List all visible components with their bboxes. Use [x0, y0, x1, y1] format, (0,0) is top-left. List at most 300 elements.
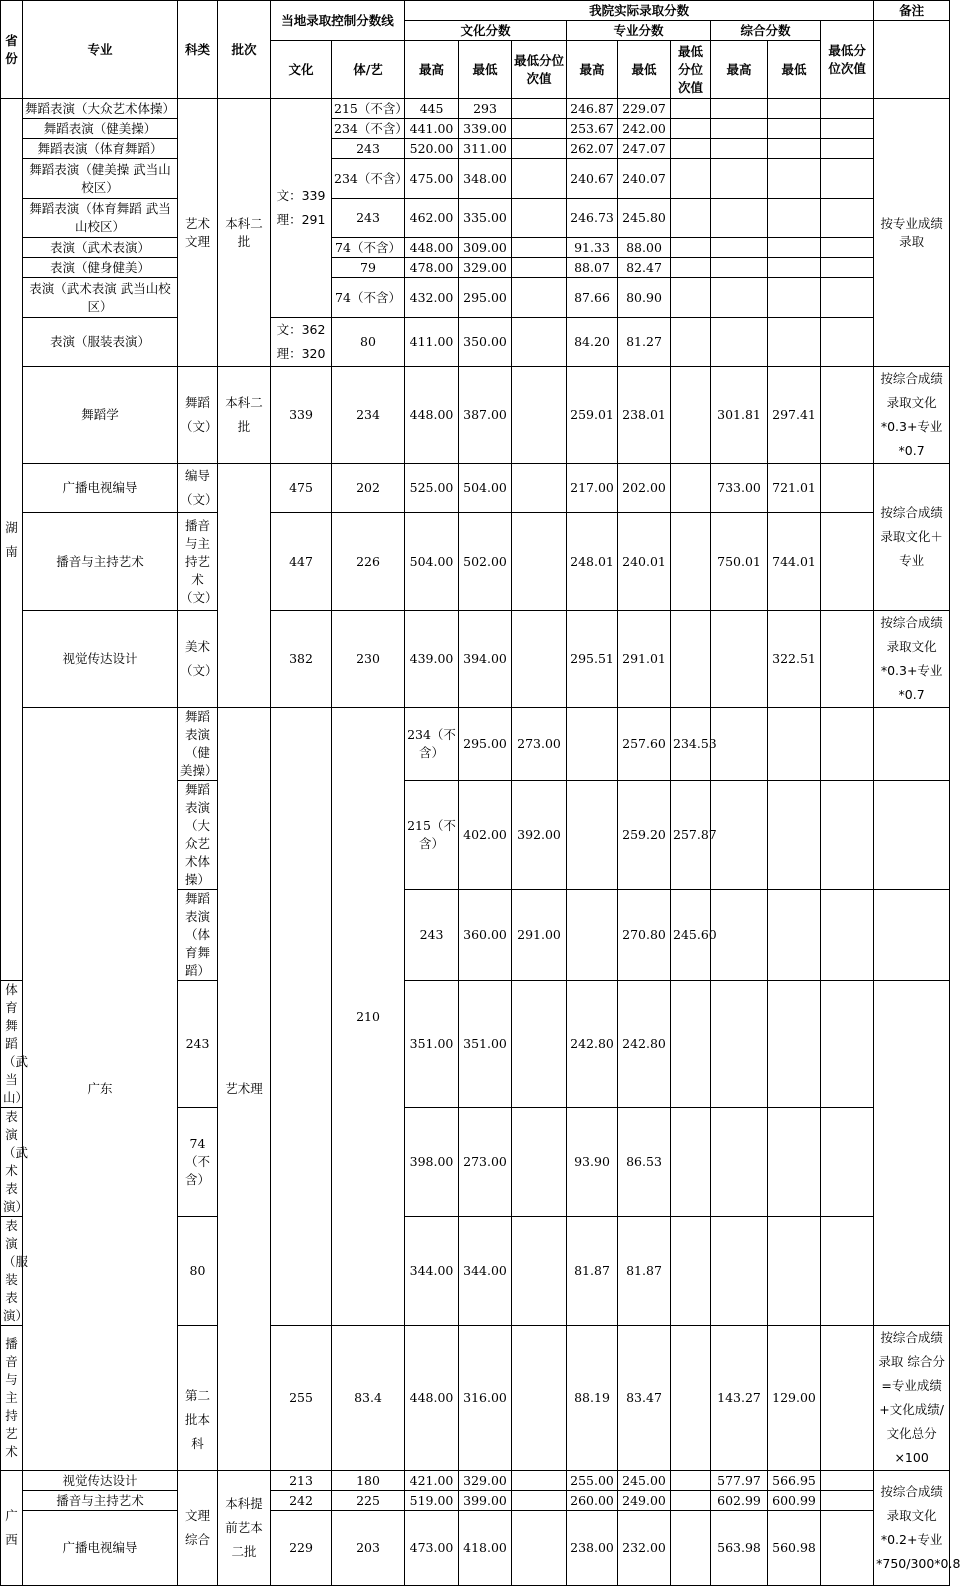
- major-max-cell: 295.51: [567, 611, 618, 708]
- category-cell: 播音与主持艺术（文）: [178, 513, 218, 611]
- table-row: [1, 367, 950, 464]
- culture-min-cell: 273.00: [512, 708, 567, 781]
- major-rank-cell: [671, 199, 711, 238]
- composite-max-cell: [711, 159, 768, 199]
- major-rank-cell: [671, 1491, 711, 1511]
- major-min-cell: 291.01: [618, 611, 671, 708]
- header-major-min: 最低: [618, 41, 671, 99]
- culture-max-cell: 462.00: [405, 199, 459, 238]
- major-rank-cell: [671, 1108, 711, 1217]
- culture-rank-cell: [512, 159, 567, 199]
- table-row: [1, 464, 950, 513]
- major-rank-cell: [671, 258, 711, 278]
- major-min-cell: 232.00: [618, 1511, 671, 1586]
- table-row: [1, 159, 950, 199]
- category-cell: 文理综合: [178, 1471, 218, 1586]
- major-rank-cell: [671, 611, 711, 708]
- major-min-cell: 82.47: [618, 258, 671, 278]
- culture-max-cell: 432.00: [405, 278, 459, 318]
- table-row: [1, 119, 950, 139]
- control-art-cell: 230: [332, 611, 405, 708]
- major-min-cell: 240.07: [618, 159, 671, 199]
- composite-min-cell: [821, 890, 874, 981]
- culture-min-cell: 392.00: [512, 781, 567, 890]
- composite-min-cell: 600.99: [768, 1491, 821, 1511]
- culture-rank-cell: [567, 708, 618, 781]
- category-cell: 艺术理: [218, 708, 271, 1471]
- composite-max-cell: [711, 199, 768, 238]
- province-guangdong: 广东: [23, 708, 178, 1471]
- culture-max-cell: 411.00: [405, 318, 459, 367]
- major-min-cell: 242.00: [618, 119, 671, 139]
- culture-max-cell: 473.00: [405, 1511, 459, 1586]
- composite-max-cell: [711, 318, 768, 367]
- culture-max-cell: 525.00: [405, 464, 459, 513]
- major-rank-cell: [671, 464, 711, 513]
- major-min-cell: 242.80: [618, 981, 671, 1108]
- culture-rank-cell: [512, 1471, 567, 1491]
- batch-cell: [218, 464, 271, 708]
- composite-rank-cell: [821, 1326, 874, 1471]
- header-remark: 备注: [874, 1, 950, 21]
- header-culture-min: 最低: [459, 41, 512, 99]
- batch-cell: 本科提前艺本二批: [218, 1471, 271, 1586]
- composite-rank-cell: [821, 278, 874, 318]
- remark-cell: 按专业成绩录取: [874, 99, 950, 367]
- major-cell: 播音与主持艺术: [23, 1491, 178, 1511]
- composite-max-cell: [711, 1108, 768, 1217]
- category-cell: 艺术文理: [178, 99, 218, 367]
- culture-min-cell: 316.00: [459, 1326, 512, 1471]
- major-cell: 表演（服装表演）: [1, 1217, 23, 1326]
- major-rank-cell: [671, 278, 711, 318]
- major-rank-cell: [671, 981, 711, 1108]
- composite-max-cell: [711, 1217, 768, 1326]
- major-cell: 广播电视编导: [23, 464, 178, 513]
- control-art-cell: 225: [332, 1491, 405, 1511]
- major-cell: 舞蹈表演（健美操）: [178, 708, 218, 781]
- table-row: [1, 278, 950, 318]
- major-min-cell: 257.87: [671, 781, 711, 890]
- composite-min-cell: 721.01: [768, 464, 821, 513]
- culture-rank-cell: [512, 1217, 567, 1326]
- composite-max-cell: [711, 238, 768, 258]
- culture-max-cell: 351.00: [405, 981, 459, 1108]
- major-max-cell: 87.66: [567, 278, 618, 318]
- major-min-cell: 247.07: [618, 139, 671, 159]
- table-row: [1, 708, 950, 781]
- culture-min-cell: 504.00: [459, 464, 512, 513]
- header-control-line: 当地录取控制分数线: [271, 1, 405, 41]
- major-max-cell: 259.20: [618, 781, 671, 890]
- major-max-cell: 253.67: [567, 119, 618, 139]
- major-cell: 舞蹈表演（体育舞蹈）: [23, 139, 178, 159]
- batch-cell: 本科二批: [218, 99, 271, 367]
- major-min-cell: 245.80: [618, 199, 671, 238]
- header-major: 专业: [23, 1, 178, 99]
- composite-rank-cell: [821, 367, 874, 464]
- major-cell: 播音与主持艺术: [1, 1326, 23, 1471]
- major-min-cell: 240.01: [618, 513, 671, 611]
- category-cell: 舞蹈（文）: [178, 367, 218, 464]
- composite-min-cell: [768, 981, 821, 1108]
- major-max-cell: 242.80: [567, 981, 618, 1108]
- control-art-cell: 234（不含）: [405, 708, 459, 781]
- composite-max-cell: [711, 119, 768, 139]
- composite-max-cell: 602.99: [711, 1491, 768, 1511]
- control-art-cell: 243: [405, 890, 459, 981]
- table-row: [1, 1511, 950, 1586]
- culture-rank-cell: [512, 258, 567, 278]
- culture-min-cell: 351.00: [459, 981, 512, 1108]
- composite-rank-cell: [821, 981, 874, 1108]
- culture-max-cell: 439.00: [405, 611, 459, 708]
- composite-max-cell: 750.01: [711, 513, 768, 611]
- composite-max-cell: [711, 258, 768, 278]
- major-cell: 视觉传达设计: [23, 1471, 178, 1491]
- composite-max-cell: [711, 139, 768, 159]
- composite-rank-cell: [821, 258, 874, 278]
- composite-max-cell: [711, 99, 768, 119]
- culture-min-cell: 293: [459, 99, 512, 119]
- composite-rank-cell: [821, 199, 874, 238]
- major-cell: 舞蹈表演（健美操 武当山校区）: [23, 159, 178, 199]
- composite-rank-cell: [821, 1471, 874, 1491]
- major-cell: 舞蹈表演（体育舞蹈）: [178, 890, 218, 981]
- major-max-cell: 88.07: [567, 258, 618, 278]
- header-composite-max: 最高: [711, 41, 768, 99]
- table-row: [1, 199, 950, 238]
- culture-min-cell: 348.00: [459, 159, 512, 199]
- major-rank-cell: [671, 1511, 711, 1586]
- major-max-cell: 240.67: [567, 159, 618, 199]
- composite-min-cell: [768, 119, 821, 139]
- control-culture-cell: 文：362理：320: [271, 318, 332, 367]
- composite-min-cell: [768, 139, 821, 159]
- major-rank-cell: [671, 159, 711, 199]
- province-hunan: 湖南: [1, 99, 23, 981]
- major-max-cell: 260.00: [567, 1491, 618, 1511]
- major-cell: 表演（武术表演）: [1, 1108, 23, 1217]
- major-cell: 舞蹈表演（大众艺术体操）: [23, 99, 178, 119]
- culture-max-cell: 344.00: [405, 1217, 459, 1326]
- batch-cell: [271, 708, 332, 1326]
- major-rank-cell: [671, 367, 711, 464]
- table-row: [1, 513, 950, 611]
- major-max-cell: 238.00: [567, 1511, 618, 1586]
- batch-cell: 第二批本科: [178, 1326, 218, 1471]
- composite-max-cell: [711, 611, 768, 708]
- control-art-cell: 243: [178, 981, 218, 1108]
- composite-min-cell: 297.41: [768, 367, 821, 464]
- culture-rank-cell: [512, 464, 567, 513]
- major-cell: 体育舞蹈（武当山）: [1, 981, 23, 1108]
- major-cell: 表演（武术表演）: [23, 238, 178, 258]
- composite-min-cell: 744.01: [768, 513, 821, 611]
- header-major-min-rank: 最低分位次值: [671, 41, 711, 99]
- control-culture-cell: 339: [271, 367, 332, 464]
- control-culture-cell: 382: [271, 611, 332, 708]
- major-max-cell: 93.90: [567, 1108, 618, 1217]
- composite-min-cell: [768, 238, 821, 258]
- culture-rank-cell: [512, 1491, 567, 1511]
- culture-rank-cell: [512, 119, 567, 139]
- composite-max-cell: 301.81: [711, 367, 768, 464]
- culture-rank-cell: [512, 99, 567, 119]
- table-row: [1, 611, 950, 708]
- remark-cell: 按综合成绩录取文化*0.3+专业*0.7: [874, 367, 950, 464]
- composite-max-cell: 563.98: [711, 1511, 768, 1586]
- culture-max-cell: 402.00: [459, 781, 512, 890]
- culture-max-cell: 421.00: [405, 1471, 459, 1491]
- composite-max-cell: [711, 981, 768, 1108]
- major-max-cell: 270.80: [618, 890, 671, 981]
- culture-min-cell: 399.00: [459, 1491, 512, 1511]
- composite-min-cell: [768, 278, 821, 318]
- table-row: [1, 258, 950, 278]
- culture-max-cell: 475.00: [405, 159, 459, 199]
- composite-rank-cell: [821, 318, 874, 367]
- control-art-cell: 234: [332, 367, 405, 464]
- control-culture-cell: 255: [271, 1326, 332, 1471]
- major-max-cell: 246.73: [567, 199, 618, 238]
- header-culture: 文化: [271, 41, 332, 99]
- batch-cell: 本科二批: [218, 367, 271, 464]
- major-max-cell: 255.00: [567, 1471, 618, 1491]
- culture-max-cell: 360.00: [459, 890, 512, 981]
- major-min-cell: 81.27: [618, 318, 671, 367]
- major-min-cell: 238.01: [618, 367, 671, 464]
- control-art-cell: 80: [332, 318, 405, 367]
- composite-min-cell: 129.00: [768, 1326, 821, 1471]
- composite-rank-cell: [821, 1217, 874, 1326]
- composite-rank-cell: [821, 1511, 874, 1586]
- composite-max-cell: [768, 708, 821, 781]
- major-min-cell: 245.60: [671, 890, 711, 981]
- major-rank-cell: [671, 1217, 711, 1326]
- major-cell: 广播电视编导: [23, 1511, 178, 1586]
- major-min-cell: 80.90: [618, 278, 671, 318]
- culture-max-cell: 504.00: [405, 513, 459, 611]
- culture-min-cell: 273.00: [459, 1108, 512, 1217]
- major-cell: 播音与主持艺术: [23, 513, 178, 611]
- composite-rank-cell: [821, 1491, 874, 1511]
- culture-min-cell: 329.00: [459, 258, 512, 278]
- major-rank-cell: [671, 1471, 711, 1491]
- control-culture-cell: 文：339理：291: [271, 99, 332, 318]
- remark-cell: 按综合成绩录取文化*0.3+专业*0.7: [874, 611, 950, 708]
- major-min-cell: 249.00: [618, 1491, 671, 1511]
- composite-rank-cell: [821, 1108, 874, 1217]
- composite-min-cell: 560.98: [768, 1511, 821, 1586]
- culture-rank-cell: [567, 781, 618, 890]
- composite-max-cell: 143.27: [711, 1326, 768, 1471]
- culture-min-cell: 418.00: [459, 1511, 512, 1586]
- major-min-cell: 88.00: [618, 238, 671, 258]
- culture-max-cell: 519.00: [405, 1491, 459, 1511]
- culture-rank-cell: [512, 611, 567, 708]
- table-row: [1, 318, 950, 367]
- header-culture-min-rank: 最低分位次值: [512, 41, 567, 99]
- major-min-cell: 245.00: [618, 1471, 671, 1491]
- culture-min-cell: 344.00: [459, 1217, 512, 1326]
- header-batch: 批次: [218, 1, 271, 99]
- table-row: [1, 1471, 950, 1491]
- control-art-cell: 215（不含）: [332, 99, 405, 119]
- header-major-max: 最高: [567, 41, 618, 99]
- culture-rank-cell: [512, 513, 567, 611]
- control-art-cell: 74（不含）: [178, 1108, 218, 1217]
- header-remark-spacer: [874, 21, 950, 99]
- header-province: 省份: [1, 1, 23, 99]
- control-culture-cell: 447: [271, 513, 332, 611]
- composite-min-cell: 322.51: [768, 611, 821, 708]
- major-min-cell: 229.07: [618, 99, 671, 119]
- major-max-cell: 262.07: [567, 139, 618, 159]
- table-row: [1, 139, 950, 159]
- culture-min-cell: 502.00: [459, 513, 512, 611]
- table-row: [1, 1491, 950, 1511]
- composite-rank-cell: [821, 464, 874, 513]
- major-cell: 表演（武术表演 武当山校区）: [23, 278, 178, 318]
- culture-max-cell: 520.00: [405, 139, 459, 159]
- culture-rank-cell: [512, 318, 567, 367]
- remark-cell: 按综合成绩录取 综合分=专业成绩+文化成绩/文化总分×100: [874, 1326, 950, 1471]
- culture-max-cell: 398.00: [405, 1108, 459, 1217]
- culture-max-cell: 445: [405, 99, 459, 119]
- major-rank-cell: [671, 119, 711, 139]
- composite-rank-cell: [874, 708, 950, 781]
- control-culture-cell: 242: [271, 1491, 332, 1511]
- composite-rank-cell: [821, 139, 874, 159]
- major-rank-cell: [711, 708, 768, 781]
- culture-max-cell: 441.00: [405, 119, 459, 139]
- culture-min-cell: 350.00: [459, 318, 512, 367]
- header-min-rank-composite: 最低分位次值: [821, 21, 874, 99]
- culture-rank-cell: [512, 278, 567, 318]
- control-art-cell: 80: [178, 1217, 218, 1326]
- major-cell: 舞蹈表演（健美操）: [23, 119, 178, 139]
- major-rank-cell: [711, 781, 768, 890]
- control-art-cell: 215（不含）: [405, 781, 459, 890]
- major-min-cell: 234.53: [671, 708, 711, 781]
- composite-max-cell: 733.00: [711, 464, 768, 513]
- major-max-cell: 81.87: [567, 1217, 618, 1326]
- control-art-cell: 74（不含）: [332, 278, 405, 318]
- remark-cell: 按综合成绩录取文化＋专业: [874, 464, 950, 611]
- major-min-cell: 81.87: [618, 1217, 671, 1326]
- composite-min-cell: [768, 99, 821, 119]
- culture-max-cell: 448.00: [405, 1326, 459, 1471]
- composite-min-cell: [821, 708, 874, 781]
- culture-rank-cell: [512, 1326, 567, 1471]
- control-culture-cell: 475: [271, 464, 332, 513]
- culture-rank-cell: [512, 1511, 567, 1586]
- composite-min-cell: 566.95: [768, 1471, 821, 1491]
- control-culture-cell: 210: [332, 708, 405, 1326]
- culture-max-cell: 448.00: [405, 367, 459, 464]
- composite-min-cell: [821, 781, 874, 890]
- control-art-cell: 202: [332, 464, 405, 513]
- major-cell: 舞蹈学: [23, 367, 178, 464]
- composite-max-cell: [711, 278, 768, 318]
- major-max-cell: 88.19: [567, 1326, 618, 1471]
- major-max-cell: 259.01: [567, 367, 618, 464]
- major-rank-cell: [671, 99, 711, 119]
- province-guangxi: 广西: [1, 1471, 23, 1586]
- major-rank-cell: [671, 513, 711, 611]
- culture-rank-cell: [567, 890, 618, 981]
- composite-rank-cell: [821, 159, 874, 199]
- culture-min-cell: 329.00: [459, 1471, 512, 1491]
- control-art-cell: 226: [332, 513, 405, 611]
- culture-rank-cell: [512, 139, 567, 159]
- control-culture-cell: 213: [271, 1471, 332, 1491]
- major-max-cell: 84.20: [567, 318, 618, 367]
- header-art: 体/艺: [332, 41, 405, 99]
- major-cell: 舞蹈表演（体育舞蹈 武当山校区）: [23, 199, 178, 238]
- culture-min-cell: 339.00: [459, 119, 512, 139]
- major-cell: 表演（服装表演）: [23, 318, 178, 367]
- major-max-cell: 246.87: [567, 99, 618, 119]
- culture-max-cell: 478.00: [405, 258, 459, 278]
- control-art-cell: 243: [332, 199, 405, 238]
- culture-max-cell: 295.00: [459, 708, 512, 781]
- remark-cell: 按综合成绩录取文化*0.2+专业*750/300*0.8: [874, 1471, 950, 1586]
- major-cell: 舞蹈表演（大众艺术体操）: [178, 781, 218, 890]
- control-culture-cell: 229: [271, 1511, 332, 1586]
- composite-min-cell: [768, 1217, 821, 1326]
- culture-min-cell: 309.00: [459, 238, 512, 258]
- composite-rank-cell: [874, 890, 950, 981]
- composite-max-cell: 577.97: [711, 1471, 768, 1491]
- composite-min-cell: [768, 258, 821, 278]
- header-culture-max: 最高: [405, 41, 459, 99]
- major-max-cell: 217.00: [567, 464, 618, 513]
- composite-max-cell: [768, 781, 821, 890]
- major-max-cell: 257.60: [618, 708, 671, 781]
- culture-min-cell: 335.00: [459, 199, 512, 238]
- culture-rank-cell: [512, 238, 567, 258]
- control-art-cell: 234（不含）: [332, 159, 405, 199]
- composite-rank-cell: [821, 611, 874, 708]
- culture-min-cell: 387.00: [459, 367, 512, 464]
- composite-min-cell: [768, 199, 821, 238]
- major-rank-cell: [671, 318, 711, 367]
- culture-min-cell: 311.00: [459, 139, 512, 159]
- culture-max-cell: 448.00: [405, 238, 459, 258]
- table-row: [1, 238, 950, 258]
- composite-rank-cell: [821, 513, 874, 611]
- major-min-cell: 202.00: [618, 464, 671, 513]
- category-cell: 美术（文）: [178, 611, 218, 708]
- header-category: 科类: [178, 1, 218, 99]
- culture-rank-cell: [512, 981, 567, 1108]
- header-actual-scores: 我院实际录取分数: [405, 1, 874, 21]
- major-rank-cell: [671, 238, 711, 258]
- composite-rank-cell: [821, 238, 874, 258]
- composite-min-cell: [768, 1108, 821, 1217]
- control-art-cell: 79: [332, 258, 405, 278]
- control-art-cell: 203: [332, 1511, 405, 1586]
- table-row: [1, 99, 950, 119]
- header-composite-min: 最低: [768, 41, 821, 99]
- major-min-cell: 86.53: [618, 1108, 671, 1217]
- composite-min-cell: [768, 318, 821, 367]
- control-art-cell: 234（不含）: [332, 119, 405, 139]
- culture-rank-cell: [512, 1108, 567, 1217]
- culture-rank-cell: [512, 367, 567, 464]
